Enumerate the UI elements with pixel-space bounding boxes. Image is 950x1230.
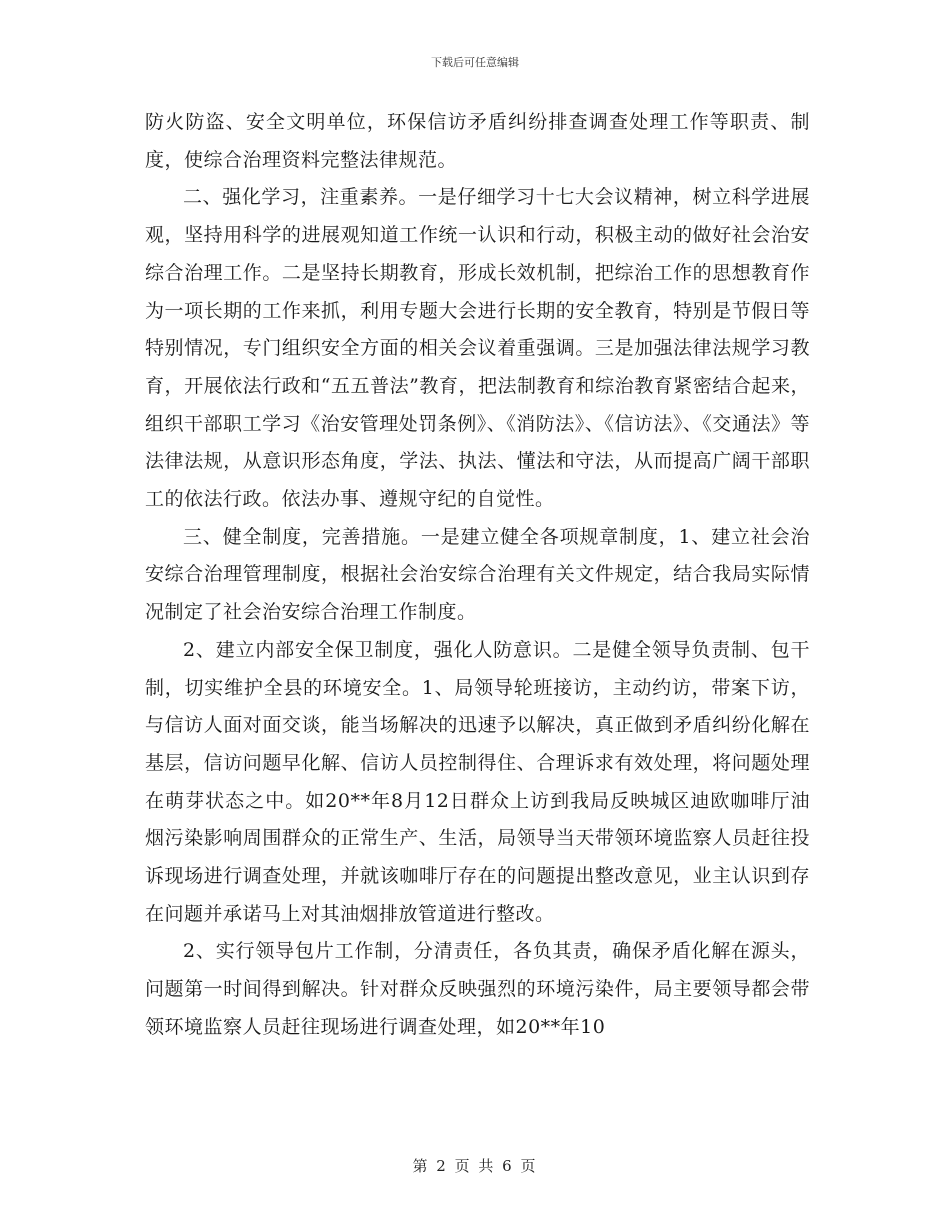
paragraph-4: 2、建立内部安全保卫制度，强化人防意识。二是健全领导负责制、包干制，切实维护全县的环境安全。1、局领导轮班接访，主动约访，带案下访，与信访人面对面交谈，能当场解决的迅速予以解决，真正做到矛盾纠纷化解在基层，信访问题早化解、信访人员控制得住、合理诉求有效处理，将问题处理在萌芽状态之中。如20**年8月12日群众上访到我局反映城区迪欧咖啡厅油烟污染影响周围群众的正常生产、生活，局领导当天带领环境监察人员赶往投诉现场进行调查处理，并就该咖啡厅存在的问题提出整改意见，业主认识到存在问题并承诺马上对其油烟排放管道进行整改。 [145, 638, 810, 925]
paragraph-1: 防火防盗、安全文明单位，环保信访矛盾纠纷排查调查处理工作等职责、制度，使综合治理资料完整法律规范。 [145, 111, 810, 171]
paragraph-3: 三、健全制度，完善措施。一是建立健全各项规章制度，1、建立社会治安综合治理管理制度，根据社会治安综合治理有关文件规定，结合我局实际情况制定了社会治安综合治理工作制度。 [145, 525, 810, 624]
document-body [145, 104, 810, 1047]
paragraph-2: 二、强化学习，注重素养。一是仔细学习十七大会议精神，树立科学进展观，坚持用科学的进展观知道工作统一认识和行动，积极主动的做好社会治安综合治理工作。二是坚持长期教育，形成长效机制，把综治工作的思想教育作为一项长期的工作来抓，利用专题大会进行长期的安全教育，特别是节假日等特别情况，专门组织安全方面的相关会议着重强调。三是加强法律法规学习教育，开展依法行政和“五五普法”教育，把法制教育和综治教育紧密结合起来，组织干部职工学习《治安管理处罚条例》、《消防法》、《信访法》、《交通法》等法律法规，从意识形态角度，学法、执法、懂法和守法，从而提高广阔干部职工的依法行政。依法办事、遵规守纪的自觉性。 [145, 186, 810, 511]
page-number: 第 2 页 共 6 页 [412, 1157, 538, 1175]
paragraph-5: 2、实行领导包片工作制，分清责任，各负其责，确保矛盾化解在源头，问题第一时间得到解决。针对群众反映强烈的环境污染件，局主要领导都会带领环境监察人员赶往现场进行调查处理，如20**年10 [145, 940, 810, 1038]
page-header: 下载后可任意编辑 [431, 56, 519, 69]
